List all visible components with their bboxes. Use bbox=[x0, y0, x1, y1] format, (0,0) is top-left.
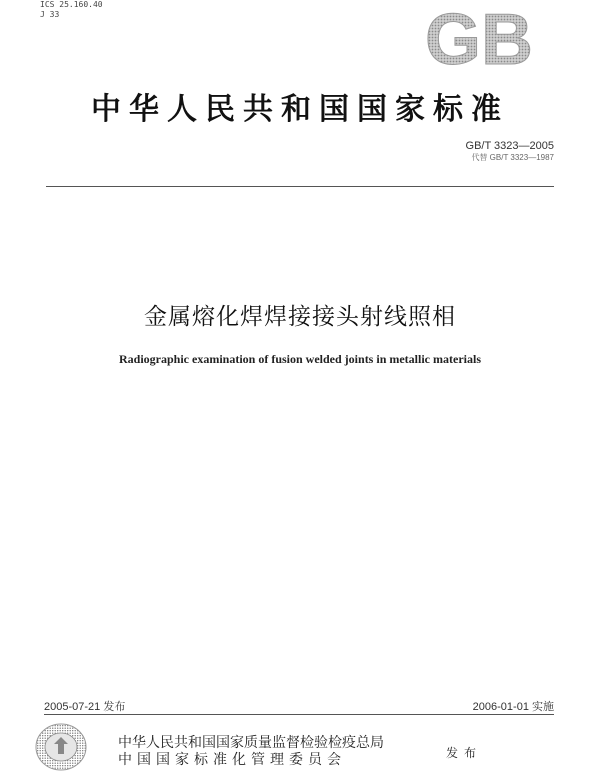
ccs-code: J 33 bbox=[40, 10, 60, 19]
issuer-sac: 中国国家标准化管理委员会 bbox=[118, 752, 346, 768]
standard-category-title: 中华人民共和国国家标准 bbox=[91, 92, 509, 127]
gb-logo-icon bbox=[404, 6, 554, 70]
document-title-chinese: 金属熔化焊焊接接头射线照相 bbox=[144, 304, 456, 330]
replaces-number: 代替 GB/T 3323—1987 bbox=[471, 153, 554, 162]
issuer-aqsiq: 中华人民共和国国家质量监督检验检疫总局 bbox=[118, 735, 384, 751]
document-title-english: Radiographic examination of fusion welded joints in metallic materials bbox=[119, 352, 481, 366]
publish-label: 发布 bbox=[446, 746, 483, 760]
effective-date: 2006-01-01 实施 bbox=[472, 701, 554, 713]
standard-number: GB/T 3323—2005 bbox=[465, 140, 554, 152]
issue-date: 2005-07-21 发布 bbox=[44, 701, 126, 713]
seal-icon bbox=[34, 722, 88, 772]
header-divider bbox=[46, 186, 554, 187]
standard-number-block bbox=[466, 140, 554, 163]
gb-logo-text: GB bbox=[425, 6, 533, 70]
issuing-authorities bbox=[118, 735, 384, 769]
footer-divider bbox=[44, 714, 554, 715]
classification-codes bbox=[40, 0, 103, 20]
ics-code: ICS 25.160.40 bbox=[40, 0, 103, 9]
